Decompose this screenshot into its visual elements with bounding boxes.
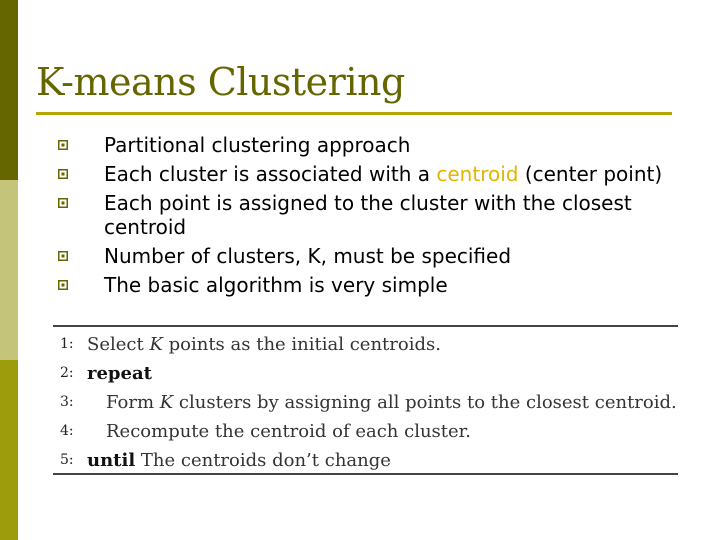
algorithm-text	[87, 359, 152, 388]
bullet-text: Each cluster is associated with a	[104, 162, 437, 186]
bullet-item	[58, 244, 678, 268]
algorithm-text: until The centroids don’t change	[87, 450, 391, 471]
sidebar-accent-top	[0, 0, 18, 180]
bullet-item	[58, 273, 678, 297]
algorithm-text: Select K points as the initial centroids.	[87, 334, 441, 355]
bullet-text: Number of clusters, K, must be specified	[104, 244, 512, 268]
algorithm-line	[60, 417, 678, 446]
square-bullet-icon	[58, 140, 68, 150]
keyword-until: until	[87, 450, 136, 471]
square-bullet-icon	[58, 280, 68, 290]
title-underline	[36, 112, 672, 115]
algorithm-line	[60, 446, 678, 475]
algorithm-box	[60, 330, 678, 475]
bullet-item	[58, 133, 678, 157]
bullet-text: The basic algorithm is very simple	[104, 273, 448, 297]
square-bullet-icon	[58, 198, 68, 208]
square-bullet-icon	[58, 251, 68, 261]
sidebar-accent-middle	[0, 180, 18, 360]
slide-title: K-means Clustering	[36, 60, 405, 104]
line-number: 5:	[60, 452, 74, 468]
sidebar-accent-bottom	[0, 360, 18, 540]
algorithm-line	[60, 388, 678, 417]
bullet-list	[58, 128, 678, 297]
bullet-text: (center point)	[518, 162, 663, 186]
centroid-highlight: centroid	[436, 162, 519, 186]
algorithm-text: Form K clusters by assigning all points to the closest centroid.	[106, 392, 677, 413]
line-number: 4:	[60, 423, 74, 439]
keyword-repeat: repeat	[87, 363, 152, 384]
line-number: 1:	[60, 336, 74, 352]
algorithm-bottom-rule	[53, 473, 678, 475]
bullet-item	[58, 162, 678, 186]
line-number: 3:	[60, 394, 74, 410]
bullet-text: Each point is assigned to the cluster with the closest centroid	[104, 191, 632, 239]
algorithm-top-rule	[53, 325, 678, 327]
algorithm-line	[60, 359, 678, 388]
algorithm-text: Recompute the centroid of each cluster.	[106, 421, 472, 442]
algorithm-line	[60, 330, 678, 359]
line-number: 2:	[60, 365, 74, 381]
bullet-text: Partitional clustering approach	[104, 133, 411, 157]
square-bullet-icon	[58, 169, 68, 179]
bullet-item	[58, 191, 678, 239]
